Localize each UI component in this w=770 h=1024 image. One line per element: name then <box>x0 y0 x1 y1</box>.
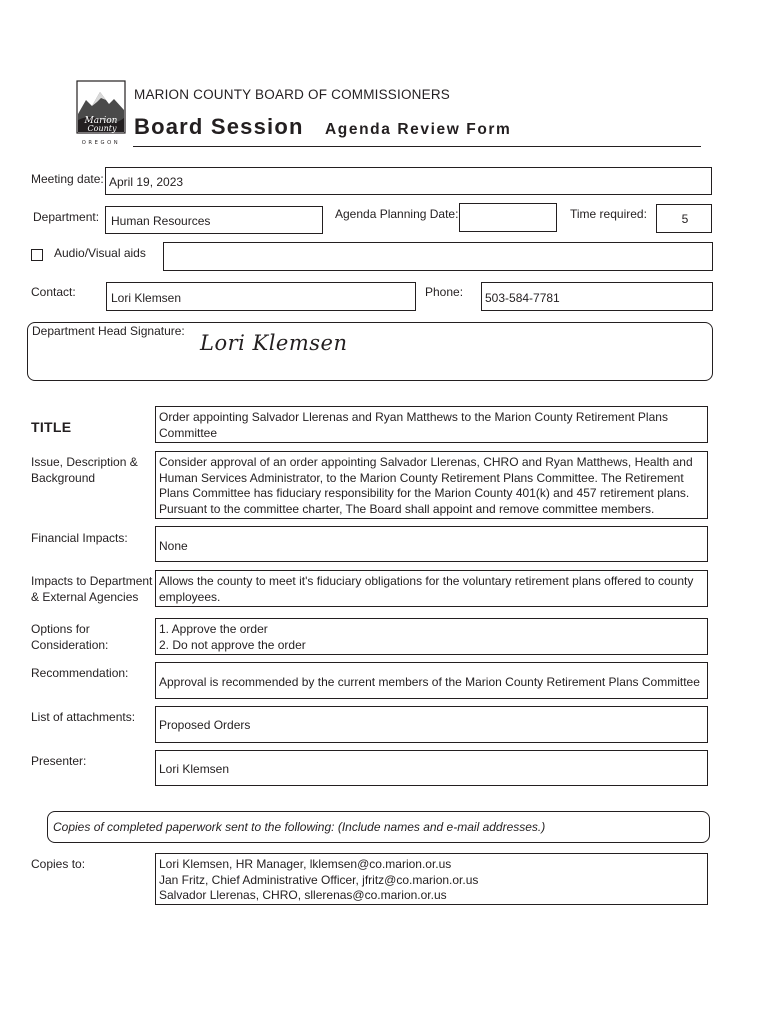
financial-impacts-value: None <box>159 539 188 553</box>
options-label: Options for Consideration: <box>31 622 109 652</box>
copies-note-box <box>47 811 710 843</box>
issue-field[interactable] <box>155 451 708 519</box>
recommendation-label: Recommendation: <box>31 666 129 680</box>
issue-label: Issue, Description & Background <box>31 455 138 485</box>
header-divider <box>133 146 701 147</box>
title-label: TITLE <box>31 419 72 435</box>
copies-note: Copies of completed paperwork sent to the following: (Include names and e-mail addresses.) <box>53 820 546 834</box>
form-title: Board Session <box>134 114 304 139</box>
signature-label: Department Head Signature: <box>32 324 185 338</box>
signature-value: Lori Klemsen <box>200 331 348 355</box>
phone-field[interactable] <box>481 282 713 311</box>
contact-value: Lori Klemsen <box>111 291 182 305</box>
time-required-field[interactable] <box>656 204 712 233</box>
signature-field[interactable] <box>27 322 713 381</box>
options-field[interactable] <box>155 618 708 655</box>
meeting-date-label: Meeting date: <box>31 172 104 186</box>
financial-impacts-label: Financial Impacts: <box>31 531 128 545</box>
department-value: Human Resources <box>111 214 211 228</box>
phone-value: 503-584-7781 <box>485 291 560 305</box>
marion-county-logo <box>76 80 126 146</box>
copies-to-label: Copies to: <box>31 857 86 871</box>
impacts-field[interactable] <box>155 570 708 607</box>
title-field[interactable] <box>155 406 708 443</box>
logo-text-marion: Marion <box>84 116 118 126</box>
audio-visual-checkbox[interactable] <box>31 249 43 261</box>
contact-label: Contact: <box>31 285 76 299</box>
presenter-label: Presenter: <box>31 754 87 768</box>
attachments-label: List of attachments: <box>31 710 136 724</box>
department-field[interactable] <box>105 206 323 234</box>
impacts-value: Allows the county to meet it's fiduciary obligations for the voluntary retirement plans offered to county employees. <box>159 574 694 604</box>
time-required-value: 5 <box>681 212 689 226</box>
logo-text-county: County <box>87 124 117 133</box>
logo-text-state: OREGON <box>81 140 121 146</box>
audio-visual-field[interactable] <box>163 242 713 271</box>
agenda-planning-date-field[interactable] <box>459 203 557 232</box>
agenda-planning-date-label: Agenda Planning Date: <box>335 207 459 221</box>
attachments-field[interactable] <box>155 706 708 743</box>
meeting-date-field[interactable] <box>105 167 712 195</box>
organization-name: MARION COUNTY BOARD OF COMMISSIONERS <box>134 87 450 102</box>
issue-value: Consider approval of an order appointing Salvador Llerenas, CHRO and Ryan Matthews, Health and Human Services Administrator, to the Marion County Retirement Plans Committee. The Retirement Plans Committee has fiduciary responsibility for the Marion County 401(k) and 457 retirement plans. Pursuant to the committee charter, The Board shall appoint and remove committee members. <box>159 455 693 516</box>
presenter-field[interactable] <box>155 750 708 786</box>
time-required-label: Time required: <box>570 207 647 221</box>
title-value: Order appointing Salvador Llerenas and Ryan Matthews to the Marion County Retirement Plans Committee <box>159 410 668 440</box>
financial-impacts-field[interactable] <box>155 526 708 562</box>
meeting-date-value: April 19, 2023 <box>109 175 184 189</box>
recommendation-value: Approval is recommended by the current members of the Marion County Retirement Plans Committee <box>159 675 700 689</box>
options-value: 1. Approve the order 2. Do not approve the order <box>159 622 306 652</box>
phone-label: Phone: <box>425 285 464 299</box>
presenter-value: Lori Klemsen <box>159 762 230 776</box>
attachments-value: Proposed Orders <box>159 718 251 732</box>
audio-visual-label: Audio/Visual aids <box>54 246 146 260</box>
department-label: Department: <box>33 210 100 224</box>
copies-to-field[interactable] <box>155 853 708 905</box>
impacts-label: Impacts to Department & External Agencies <box>31 574 153 604</box>
contact-field[interactable] <box>106 282 416 311</box>
form-subtitle: Agenda Review Form <box>325 121 512 138</box>
copies-to-value: Lori Klemsen, HR Manager, lklemsen@co.marion.or.us Jan Fritz, Chief Administrative Officer, jfritz@co.marion.or.us Salvador Llerenas, CHRO, sllerenas@co.marion.or.us <box>159 857 479 902</box>
recommendation-field[interactable] <box>155 662 708 699</box>
